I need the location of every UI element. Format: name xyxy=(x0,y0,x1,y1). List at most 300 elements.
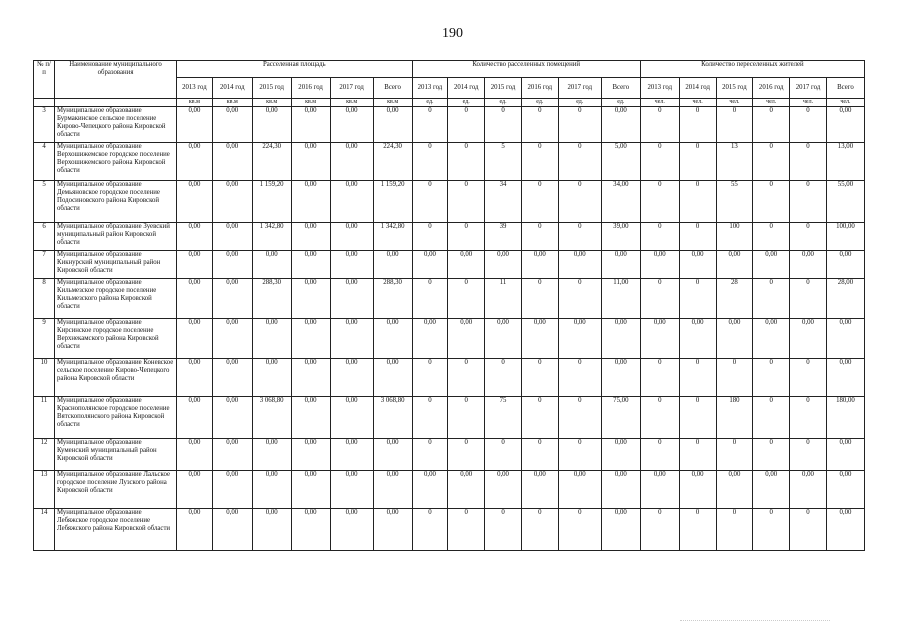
row-value: 0,00 xyxy=(252,439,291,471)
row-value: 0 xyxy=(790,223,827,251)
row-name: Муниципальное образование Зуевский муниципальный район Кировской области xyxy=(55,223,177,251)
row-value: 0,00 xyxy=(753,251,790,279)
row-value: 0 xyxy=(448,223,485,251)
row-value: 0 xyxy=(558,107,601,143)
row-value: 0 xyxy=(679,279,716,319)
row-value: 0 xyxy=(679,107,716,143)
row-value: 0,00 xyxy=(212,319,252,359)
row-value: 0,00 xyxy=(212,223,252,251)
header-row-units xyxy=(34,99,865,107)
row-value: 0 xyxy=(521,439,558,471)
row-value: 0 xyxy=(790,359,827,397)
row-value: 0 xyxy=(521,107,558,143)
row-value: 0,00 xyxy=(177,509,213,551)
row-value: 0,00 xyxy=(212,143,252,181)
header-year: 2014 год xyxy=(448,78,485,99)
row-value: 0,00 xyxy=(291,181,330,223)
header-unit-blank xyxy=(55,99,177,107)
row-value: 0,00 xyxy=(330,397,373,439)
row-value: 0,00 xyxy=(558,251,601,279)
header-unit: ед. xyxy=(558,99,601,107)
row-name: Муниципальное образование Кильмезское городское поселение Кильмезского района Кировской области xyxy=(55,279,177,319)
row-value: 55 xyxy=(716,181,753,223)
header-year: 2013 год xyxy=(640,78,679,99)
header-year: 2017 год xyxy=(558,78,601,99)
row-value: 0 xyxy=(679,359,716,397)
row-value: 0,00 xyxy=(826,107,864,143)
row-value: 0,00 xyxy=(601,107,640,143)
row-value: 0,00 xyxy=(558,319,601,359)
row-value: 0,00 xyxy=(177,251,213,279)
row-value: 0 xyxy=(448,181,485,223)
row-value: 0 xyxy=(448,439,485,471)
table-row xyxy=(34,509,865,551)
table-row xyxy=(34,359,865,397)
row-value: 0 xyxy=(790,397,827,439)
row-value: 39,00 xyxy=(601,223,640,251)
row-value: 0,00 xyxy=(679,471,716,509)
row-value: 13 xyxy=(716,143,753,181)
row-value: 5,00 xyxy=(601,143,640,181)
row-value: 0 xyxy=(679,181,716,223)
table-row xyxy=(34,471,865,509)
row-value: 0,00 xyxy=(291,223,330,251)
row-value: 0,00 xyxy=(330,439,373,471)
header-year: Всего xyxy=(373,78,412,99)
row-value: 0,00 xyxy=(521,471,558,509)
row-value: 0 xyxy=(753,143,790,181)
row-value: 100 xyxy=(716,223,753,251)
row-value: 0,00 xyxy=(291,439,330,471)
row-value: 0,00 xyxy=(373,439,412,471)
row-value: 75 xyxy=(485,397,522,439)
row-value: 0,00 xyxy=(412,319,448,359)
row-value: 0 xyxy=(412,359,448,397)
header-year: 2015 год xyxy=(716,78,753,99)
row-number: 4 xyxy=(34,143,55,181)
header-year: 2014 год xyxy=(212,78,252,99)
row-value: 0 xyxy=(790,509,827,551)
header-year: 2016 год xyxy=(521,78,558,99)
row-value: 0 xyxy=(716,107,753,143)
row-value: 1 342,80 xyxy=(252,223,291,251)
row-name: Муниципальное образование Краснополянское городское поселение Вятскополянского района Кировской области xyxy=(55,397,177,439)
row-value: 0 xyxy=(558,279,601,319)
row-value: 0,00 xyxy=(291,471,330,509)
row-value: 0,00 xyxy=(212,359,252,397)
row-value: 0,00 xyxy=(252,471,291,509)
header-year: 2013 год xyxy=(412,78,448,99)
row-value: 0,00 xyxy=(485,319,522,359)
header-year: Всего xyxy=(601,78,640,99)
header-unit: кв.м xyxy=(330,99,373,107)
row-value: 0,00 xyxy=(330,319,373,359)
table-body xyxy=(34,107,865,551)
row-value: 0,00 xyxy=(252,251,291,279)
header-year: 2015 год xyxy=(252,78,291,99)
table-row xyxy=(34,181,865,223)
row-value: 0,00 xyxy=(291,319,330,359)
header-unit: кв.м xyxy=(291,99,330,107)
row-number: 8 xyxy=(34,279,55,319)
row-value: 0,00 xyxy=(826,359,864,397)
row-value: 0 xyxy=(412,181,448,223)
row-value: 0 xyxy=(790,181,827,223)
row-number: 14 xyxy=(34,509,55,551)
row-value: 34,00 xyxy=(601,181,640,223)
row-value: 0 xyxy=(640,143,679,181)
table-row xyxy=(34,107,865,143)
row-name: Муниципальное образование Демьяновское городское поселение Подосиновского района Кировской области xyxy=(55,181,177,223)
row-value: 0 xyxy=(716,359,753,397)
row-value: 0 xyxy=(448,397,485,439)
header-unit: чел. xyxy=(753,99,790,107)
row-value: 0 xyxy=(753,181,790,223)
header-unit: кв.м xyxy=(373,99,412,107)
row-value: 3 068,80 xyxy=(252,397,291,439)
row-value: 0 xyxy=(558,181,601,223)
row-value: 0 xyxy=(716,439,753,471)
row-number: 12 xyxy=(34,439,55,471)
header-name: Наименование муниципального образования xyxy=(55,61,177,99)
row-value: 0 xyxy=(558,439,601,471)
row-value: 0 xyxy=(448,359,485,397)
row-value: 0,00 xyxy=(177,319,213,359)
table-row xyxy=(34,397,865,439)
row-value: 288,30 xyxy=(373,279,412,319)
row-value: 0,00 xyxy=(826,471,864,509)
row-value: 3 068,80 xyxy=(373,397,412,439)
row-value: 0 xyxy=(753,359,790,397)
row-number: 13 xyxy=(34,471,55,509)
row-value: 224,30 xyxy=(373,143,412,181)
row-value: 0,00 xyxy=(601,471,640,509)
header-year: 2016 год xyxy=(753,78,790,99)
row-value: 0,00 xyxy=(716,319,753,359)
row-value: 0,00 xyxy=(521,319,558,359)
header-group-residents: Количество переселенных жителей xyxy=(640,61,864,78)
row-value: 0 xyxy=(640,439,679,471)
row-value: 0 xyxy=(753,279,790,319)
row-value: 0,00 xyxy=(485,251,522,279)
row-value: 0,00 xyxy=(826,251,864,279)
header-year: 2016 год xyxy=(291,78,330,99)
row-name: Муниципальное образование Бурмакинское сельское поселение Кирово-Чепецкого района Кировской области xyxy=(55,107,177,143)
table-row xyxy=(34,279,865,319)
row-number: 9 xyxy=(34,319,55,359)
row-name: Муниципальное образование Кикнурский муниципальный район Кировской области xyxy=(55,251,177,279)
row-value: 5 xyxy=(485,143,522,181)
row-value: 0,00 xyxy=(291,143,330,181)
row-name: Муниципальное образование Куменский муниципальный район Кировской области xyxy=(55,439,177,471)
header-year: 2017 год xyxy=(790,78,827,99)
row-value: 0,00 xyxy=(330,471,373,509)
row-value: 180,00 xyxy=(826,397,864,439)
row-value: 0 xyxy=(412,107,448,143)
row-value: 0,00 xyxy=(291,251,330,279)
row-value: 0 xyxy=(640,223,679,251)
row-value: 0,00 xyxy=(601,251,640,279)
header-unit: чел. xyxy=(640,99,679,107)
row-value: 0,00 xyxy=(753,471,790,509)
row-value: 0,00 xyxy=(826,319,864,359)
row-value: 0,00 xyxy=(212,251,252,279)
row-value: 0,00 xyxy=(826,439,864,471)
row-value: 0 xyxy=(448,279,485,319)
row-value: 55,00 xyxy=(826,181,864,223)
row-value: 0 xyxy=(521,279,558,319)
row-value: 0,00 xyxy=(252,107,291,143)
row-value: 0,00 xyxy=(373,509,412,551)
row-value: 0 xyxy=(679,143,716,181)
row-value: 0,00 xyxy=(790,319,827,359)
header-group-area: Расселенная площадь xyxy=(177,61,413,78)
row-value: 0,00 xyxy=(291,397,330,439)
row-value: 0,00 xyxy=(558,471,601,509)
row-value: 0,00 xyxy=(330,509,373,551)
row-value: 180 xyxy=(716,397,753,439)
table-row xyxy=(34,439,865,471)
row-number: 6 xyxy=(34,223,55,251)
row-value: 0 xyxy=(485,509,522,551)
row-value: 0 xyxy=(521,143,558,181)
row-value: 0,00 xyxy=(252,319,291,359)
row-value: 224,30 xyxy=(252,143,291,181)
row-value: 39 xyxy=(485,223,522,251)
row-value: 0 xyxy=(790,107,827,143)
row-value: 0,00 xyxy=(640,319,679,359)
row-value: 0 xyxy=(412,439,448,471)
row-value: 0,00 xyxy=(412,251,448,279)
row-value: 0 xyxy=(790,279,827,319)
row-value: 0 xyxy=(640,397,679,439)
row-value: 0,00 xyxy=(291,359,330,397)
row-value: 0 xyxy=(753,439,790,471)
row-value: 0,00 xyxy=(601,319,640,359)
table-row xyxy=(34,143,865,181)
row-value: 0,00 xyxy=(212,397,252,439)
row-value: 0,00 xyxy=(212,439,252,471)
row-value: 0,00 xyxy=(212,509,252,551)
row-value: 0 xyxy=(640,509,679,551)
row-value: 1 159,20 xyxy=(252,181,291,223)
row-value: 0 xyxy=(448,107,485,143)
row-value: 0,00 xyxy=(601,509,640,551)
row-value: 0,00 xyxy=(790,251,827,279)
row-value: 0,00 xyxy=(330,251,373,279)
row-value: 0,00 xyxy=(177,359,213,397)
row-value: 0 xyxy=(753,509,790,551)
table-row xyxy=(34,319,865,359)
row-value: 0,00 xyxy=(601,359,640,397)
page-number: 190 xyxy=(442,26,463,41)
row-number: 10 xyxy=(34,359,55,397)
scan-artifact xyxy=(680,620,830,621)
row-value: 0 xyxy=(640,107,679,143)
row-value: 0,00 xyxy=(212,107,252,143)
row-value: 0 xyxy=(753,223,790,251)
row-value: 0 xyxy=(716,509,753,551)
row-value: 34 xyxy=(485,181,522,223)
row-value: 0 xyxy=(753,107,790,143)
row-value: 0,00 xyxy=(640,471,679,509)
row-value: 0,00 xyxy=(753,319,790,359)
row-value: 0,00 xyxy=(790,471,827,509)
row-name: Муниципальное образование Коневское сельское поселение Кирово-Чепецкого района Кировской области xyxy=(55,359,177,397)
row-value: 0,00 xyxy=(826,509,864,551)
row-value: 0,00 xyxy=(212,181,252,223)
row-value: 0,00 xyxy=(330,107,373,143)
row-number: 7 xyxy=(34,251,55,279)
row-value: 0 xyxy=(521,223,558,251)
row-value: 0,00 xyxy=(291,107,330,143)
row-value: 0,00 xyxy=(330,279,373,319)
row-value: 0,00 xyxy=(252,509,291,551)
row-value: 0,00 xyxy=(412,471,448,509)
row-value: 0 xyxy=(640,359,679,397)
row-value: 0 xyxy=(679,509,716,551)
row-value: 1 342,80 xyxy=(373,223,412,251)
row-value: 13,00 xyxy=(826,143,864,181)
row-value: 0 xyxy=(679,223,716,251)
header-unit: кв.м xyxy=(252,99,291,107)
row-value: 0,00 xyxy=(716,471,753,509)
row-value: 0,00 xyxy=(373,359,412,397)
header-unit: ед. xyxy=(412,99,448,107)
row-value: 11 xyxy=(485,279,522,319)
row-value: 0,00 xyxy=(177,439,213,471)
row-value: 0 xyxy=(679,397,716,439)
row-value: 0 xyxy=(412,279,448,319)
row-name: Муниципальное образование Лебяжское городское поселение Лебяжского района Кировской области xyxy=(55,509,177,551)
row-value: 0,00 xyxy=(252,359,291,397)
row-value: 0 xyxy=(448,509,485,551)
row-value: 0,00 xyxy=(448,319,485,359)
row-value: 0,00 xyxy=(177,223,213,251)
row-value: 0 xyxy=(640,181,679,223)
row-number: 5 xyxy=(34,181,55,223)
row-value: 0,00 xyxy=(330,143,373,181)
header-year: 2015 год xyxy=(485,78,522,99)
row-number: 3 xyxy=(34,107,55,143)
row-value: 0 xyxy=(521,509,558,551)
header-year: 2013 год xyxy=(177,78,213,99)
header-year: Всего xyxy=(826,78,864,99)
row-value: 11,00 xyxy=(601,279,640,319)
row-number: 11 xyxy=(34,397,55,439)
row-value: 0,00 xyxy=(177,279,213,319)
row-value: 0,00 xyxy=(640,251,679,279)
row-value: 0,00 xyxy=(485,471,522,509)
row-value: 0,00 xyxy=(177,107,213,143)
header-number: № п/п xyxy=(34,61,55,99)
row-value: 0 xyxy=(521,397,558,439)
row-name: Муниципальное образование Верхошижемское городское поселение Верхошижемского района Кировской области xyxy=(55,143,177,181)
row-value: 0 xyxy=(485,359,522,397)
header-unit: кв.м xyxy=(212,99,252,107)
row-value: 0 xyxy=(485,107,522,143)
row-value: 0,00 xyxy=(212,279,252,319)
header-year: 2017 год xyxy=(330,78,373,99)
row-value: 0 xyxy=(521,181,558,223)
header-unit: ед. xyxy=(448,99,485,107)
row-value: 0 xyxy=(412,223,448,251)
row-value: 0,00 xyxy=(330,181,373,223)
row-value: 0 xyxy=(640,279,679,319)
row-value: 0,00 xyxy=(330,223,373,251)
row-value: 0,00 xyxy=(330,359,373,397)
header-unit: ед. xyxy=(601,99,640,107)
data-table xyxy=(33,60,865,551)
row-value: 0,00 xyxy=(679,319,716,359)
row-value: 1 159,20 xyxy=(373,181,412,223)
row-value: 0,00 xyxy=(373,251,412,279)
row-name: Муниципальное образование Кирсинское городское поселение Верхнекамского района Кировской области xyxy=(55,319,177,359)
row-value: 28 xyxy=(716,279,753,319)
header-unit-blank xyxy=(34,99,55,107)
row-value: 0,00 xyxy=(716,251,753,279)
row-value: 0,00 xyxy=(177,181,213,223)
row-name: Муниципальное образование Лальское городское поселение Лузского района Кировской области xyxy=(55,471,177,509)
row-value: 0 xyxy=(558,223,601,251)
row-value: 0 xyxy=(448,143,485,181)
row-value: 0 xyxy=(485,439,522,471)
row-value: 0 xyxy=(412,509,448,551)
row-value: 0 xyxy=(558,143,601,181)
row-value: 100,00 xyxy=(826,223,864,251)
row-value: 0 xyxy=(412,397,448,439)
header-unit: чел. xyxy=(679,99,716,107)
row-value: 0,00 xyxy=(448,251,485,279)
row-value: 28,00 xyxy=(826,279,864,319)
header-unit: чел. xyxy=(716,99,753,107)
row-value: 0,00 xyxy=(212,471,252,509)
row-value: 0 xyxy=(558,509,601,551)
header-group-premises: Количество расселенных помещений xyxy=(412,61,640,78)
row-value: 0 xyxy=(521,359,558,397)
row-value: 0,00 xyxy=(521,251,558,279)
row-value: 0,00 xyxy=(373,107,412,143)
header-unit: ед. xyxy=(521,99,558,107)
row-value: 0,00 xyxy=(373,319,412,359)
header-unit: кв.м xyxy=(177,99,213,107)
row-value: 0,00 xyxy=(679,251,716,279)
table-row xyxy=(34,251,865,279)
row-value: 0,00 xyxy=(373,471,412,509)
header-unit: ед. xyxy=(485,99,522,107)
row-value: 288,30 xyxy=(252,279,291,319)
row-value: 0,00 xyxy=(177,471,213,509)
row-value: 0 xyxy=(558,359,601,397)
row-value: 75,00 xyxy=(601,397,640,439)
row-value: 0 xyxy=(790,143,827,181)
row-value: 0 xyxy=(412,143,448,181)
row-value: 0 xyxy=(753,397,790,439)
row-value: 0,00 xyxy=(601,439,640,471)
header-year: 2014 год xyxy=(679,78,716,99)
row-value: 0 xyxy=(679,439,716,471)
row-value: 0 xyxy=(558,397,601,439)
header-unit: чел. xyxy=(790,99,827,107)
row-value: 0,00 xyxy=(448,471,485,509)
row-value: 0,00 xyxy=(177,143,213,181)
header-unit: чел. xyxy=(826,99,864,107)
header-row-groups xyxy=(34,61,865,78)
table-row xyxy=(34,223,865,251)
row-value: 0,00 xyxy=(291,509,330,551)
row-value: 0,00 xyxy=(291,279,330,319)
row-value: 0,00 xyxy=(177,397,213,439)
